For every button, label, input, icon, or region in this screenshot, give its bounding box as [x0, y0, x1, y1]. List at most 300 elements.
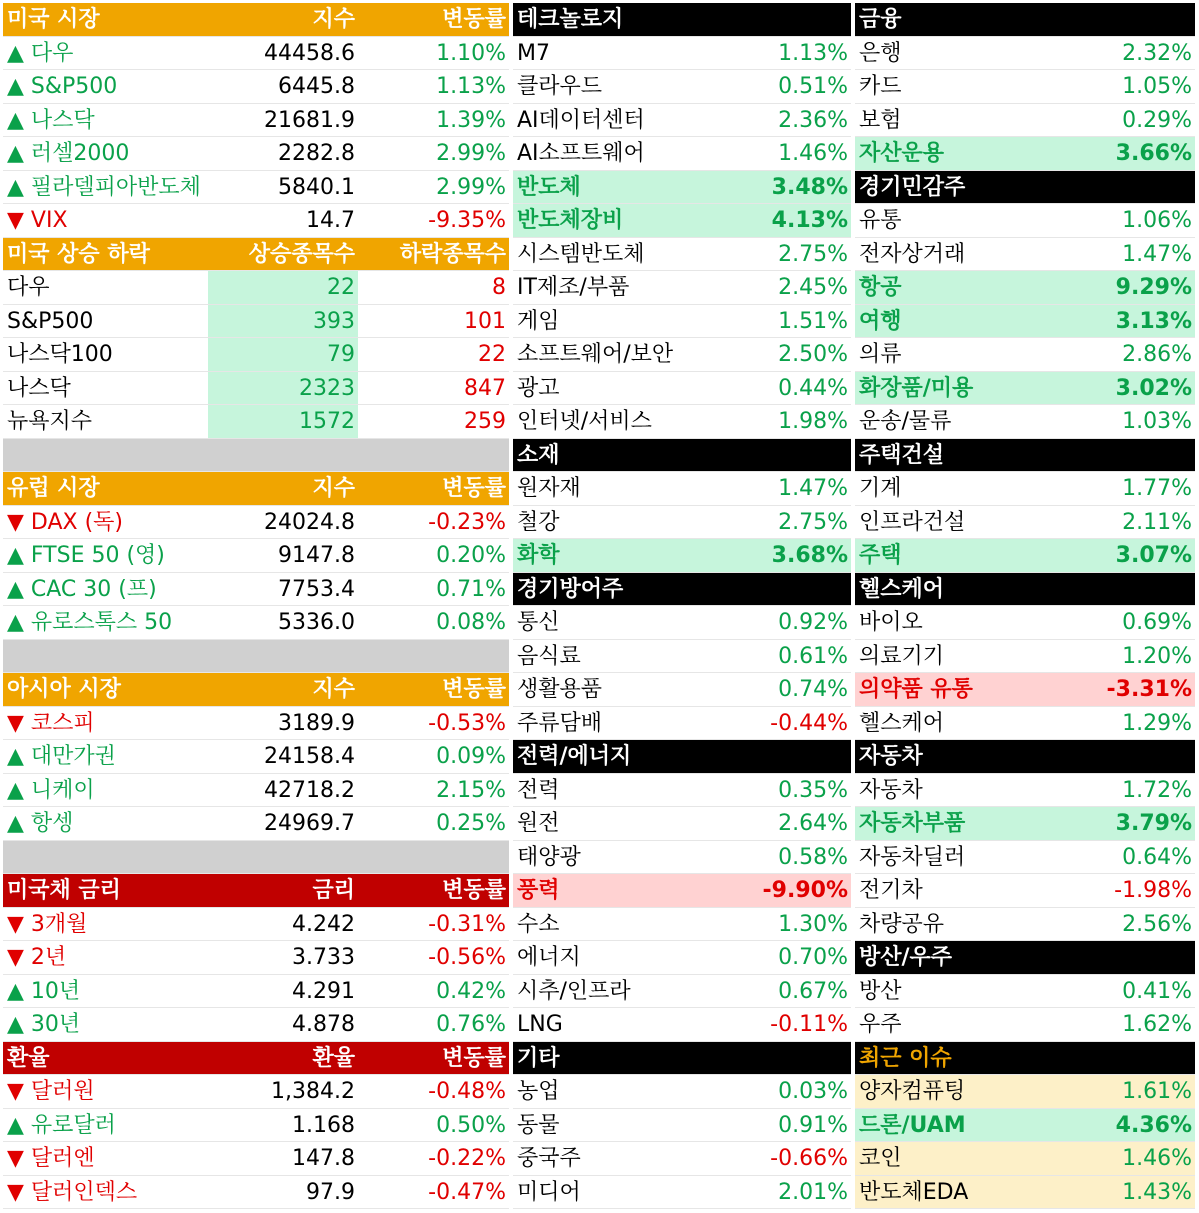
sector-row: [513, 472, 851, 506]
index-value: 24969.7: [264, 811, 355, 836]
sector-row: [855, 372, 1195, 406]
sector-name: 항공: [859, 275, 902, 300]
section-spacer: [3, 841, 509, 875]
header-col-2: 하락종목수: [399, 241, 506, 267]
sector-change: 0.03%: [778, 1079, 848, 1104]
header-col-1: 지수: [312, 7, 355, 32]
sector-name: 게임: [517, 308, 560, 334]
sector-name: 자동차부품: [859, 811, 966, 836]
index-name: ▲ CAC 30 (프): [7, 576, 157, 602]
sector-change: 3.48%: [771, 174, 848, 200]
sector-change: -9.90%: [762, 878, 848, 903]
sector-row: [513, 104, 851, 138]
sector-name: 원전: [517, 811, 560, 836]
sector-row: [513, 1176, 851, 1210]
sector-change: 1.61%: [1122, 1079, 1192, 1104]
sector-change: 1.98%: [778, 409, 848, 434]
sector-row: [513, 774, 851, 808]
sector-row: [513, 372, 851, 406]
index-name: ▼ VIX: [7, 208, 68, 233]
index-value: 14.7: [306, 208, 355, 233]
sector-name: 수소: [517, 911, 560, 937]
sector-change: 3.07%: [1115, 543, 1192, 568]
sector-title: 최근 이슈: [859, 1045, 952, 1071]
sector-name: 방산: [859, 978, 902, 1004]
sector-row: [855, 908, 1195, 942]
sector-title: 기타: [517, 1045, 560, 1071]
section-header: [3, 238, 509, 272]
sector-name: 화장품/미용: [859, 375, 974, 401]
index-row: [3, 740, 509, 774]
sector-change: 1.46%: [1122, 1146, 1192, 1171]
change-percent: 0.25%: [436, 811, 506, 836]
index-name: ▲ 니케이: [7, 777, 95, 803]
sector-row: [513, 305, 851, 339]
sector-name: 의료기기: [859, 643, 945, 669]
index-value: 21681.9: [264, 107, 355, 133]
sector-change: 4.36%: [1115, 1112, 1192, 1138]
index-row: [3, 573, 509, 607]
advance-decline-row: [3, 372, 509, 406]
sector-change: 2.86%: [1122, 342, 1192, 367]
sector-row: [513, 975, 851, 1009]
index-name: ▼ 달러인덱스: [7, 1179, 138, 1205]
sector-row: [855, 640, 1195, 674]
sector-row: [855, 874, 1195, 908]
row-label: 나스닥: [7, 375, 71, 401]
sector-row: [855, 271, 1195, 305]
sector-change: 2.50%: [778, 342, 848, 367]
advance-decline-row: [3, 305, 509, 339]
sector-name: 시스템반도체: [517, 241, 645, 267]
sector-row: [855, 37, 1195, 71]
sector-row: [855, 807, 1195, 841]
sector-change: 3.68%: [771, 543, 848, 568]
change-percent: 0.50%: [436, 1112, 506, 1138]
change-percent: 0.76%: [436, 1012, 506, 1037]
sector-row: [513, 841, 851, 875]
index-name: ▲ 유로달러: [7, 1112, 116, 1138]
sector-change: 2.01%: [778, 1179, 848, 1205]
sector-change: 2.75%: [778, 509, 848, 535]
sector-row: [855, 707, 1195, 741]
change-percent: 2.99%: [436, 174, 506, 200]
sector-header: [855, 171, 1195, 205]
sector-header: [513, 740, 851, 774]
sector-change: 2.32%: [1122, 40, 1192, 66]
index-value: 6445.8: [278, 74, 355, 99]
section-spacer: [3, 439, 509, 473]
sector-name: 광고: [517, 375, 560, 401]
sector-name: 농업: [517, 1079, 560, 1104]
sector-header: [855, 3, 1195, 37]
sector-row: [855, 1176, 1195, 1210]
header-title: 미국채 금리: [7, 878, 121, 903]
sector-row: [513, 807, 851, 841]
sector-row: [513, 1075, 851, 1109]
advance-decline-row: [3, 405, 509, 439]
header-title: 미국 상승 하락: [7, 241, 150, 267]
index-name: ▲ 대만가권: [7, 744, 116, 769]
index-row: [3, 774, 509, 808]
sector-name: 통신: [517, 610, 560, 635]
decliners-count: 8: [492, 275, 506, 300]
index-name: ▲ S&P500: [7, 74, 118, 99]
sector-header: [855, 1042, 1195, 1076]
sector-row: [513, 640, 851, 674]
sector-name: 태양광: [517, 844, 581, 870]
sector-title: 주택건설: [859, 442, 945, 468]
index-value: 44458.6: [264, 40, 355, 66]
header-title: 미국 시장: [7, 7, 100, 32]
sector-row: [513, 673, 851, 707]
sector-name: 전기차: [859, 878, 923, 903]
header-col-1: 금리: [312, 878, 355, 903]
sector-name: 인프라건설: [859, 509, 966, 535]
sector-name: 자동차딜러: [859, 844, 966, 870]
sector-name: 반도체: [517, 174, 581, 200]
index-row: [3, 606, 509, 640]
sector-row: [855, 70, 1195, 104]
index-name: ▲ 10년: [7, 978, 81, 1004]
change-percent: 0.08%: [436, 610, 506, 635]
sector-row: [855, 1008, 1195, 1042]
index-row: [3, 104, 509, 138]
sector-row: [855, 975, 1195, 1009]
change-percent: -0.23%: [428, 509, 506, 535]
change-percent: -0.47%: [428, 1179, 506, 1205]
index-row: [3, 171, 509, 205]
sector-row: [855, 1075, 1195, 1109]
change-percent: 2.15%: [436, 777, 506, 803]
sector-row: [855, 137, 1195, 171]
index-name: ▲ 나스닥: [7, 107, 95, 133]
index-row: [3, 1008, 509, 1042]
sector-change: 0.64%: [1122, 844, 1192, 870]
sector-row: [855, 104, 1195, 138]
header-col-2: 변동률: [442, 677, 506, 702]
index-value: 147.8: [292, 1146, 355, 1171]
sector-header: [855, 941, 1195, 975]
sector-name: 음식료: [517, 643, 581, 669]
sector-change: 2.36%: [778, 107, 848, 133]
sector-row: [513, 1109, 851, 1143]
index-name: ▲ 다우: [7, 40, 74, 66]
sector-change: -3.31%: [1106, 677, 1192, 702]
sector-change: 1.30%: [778, 911, 848, 937]
sector-title: 헬스케어: [859, 576, 945, 602]
sector-change: 0.91%: [778, 1112, 848, 1138]
sector-name: 자동차: [859, 777, 923, 803]
index-row: [3, 1176, 509, 1210]
sector-title: 전력/에너지: [517, 744, 632, 769]
left-column: [3, 3, 509, 1209]
sector-change: 1.05%: [1122, 74, 1192, 99]
sector-name: 우주: [859, 1012, 902, 1037]
header-title: 아시아 시장: [7, 677, 121, 702]
sector-name: 유통: [859, 208, 902, 233]
sector-change: 1.51%: [778, 308, 848, 334]
right-column: [855, 3, 1195, 1209]
change-percent: -0.48%: [428, 1079, 506, 1104]
sector-row: [513, 405, 851, 439]
sector-row: [855, 673, 1195, 707]
advancers-count: 393: [208, 305, 358, 338]
sector-title: 금융: [859, 7, 902, 32]
decliners-count: 101: [464, 308, 506, 334]
change-percent: -0.53%: [428, 710, 506, 736]
index-name: ▼ 3개월: [7, 911, 88, 937]
sector-row: [513, 908, 851, 942]
index-value: 4.878: [292, 1012, 355, 1037]
index-row: [3, 204, 509, 238]
index-row: [3, 908, 509, 942]
sector-change: 1.62%: [1122, 1012, 1192, 1037]
sector-row: [513, 137, 851, 171]
sector-row: [855, 238, 1195, 272]
header-col-1: 환율: [312, 1045, 355, 1071]
sector-change: 1.43%: [1122, 1179, 1192, 1205]
sector-row: [513, 238, 851, 272]
index-row: [3, 37, 509, 71]
index-value: 1,384.2: [271, 1079, 355, 1104]
change-percent: -0.56%: [428, 945, 506, 970]
sector-change: 1.13%: [778, 40, 848, 66]
change-percent: 0.09%: [436, 744, 506, 769]
sector-header: [513, 3, 851, 37]
sector-name: LNG: [517, 1012, 563, 1037]
sector-row: [513, 338, 851, 372]
index-row: [3, 1109, 509, 1143]
header-title: 유럽 시장: [7, 476, 100, 501]
sector-change: 0.70%: [778, 945, 848, 970]
sector-row: [513, 1142, 851, 1176]
sector-change: 3.79%: [1115, 811, 1192, 836]
section-header: [3, 472, 509, 506]
header-col-1: 상승종목수: [248, 241, 355, 267]
sector-change: 0.29%: [1122, 107, 1192, 133]
sector-change: -0.44%: [770, 710, 848, 736]
sector-title: 소재: [517, 442, 560, 468]
sector-change: 0.51%: [778, 74, 848, 99]
index-row: [3, 539, 509, 573]
sector-header: [855, 439, 1195, 473]
sector-change: 2.11%: [1122, 509, 1192, 535]
sector-name: 의약품 유통: [859, 677, 973, 702]
change-percent: -9.35%: [428, 208, 506, 233]
sector-name: 반도체EDA: [859, 1179, 969, 1205]
sector-row: [513, 171, 851, 205]
index-row: [3, 807, 509, 841]
index-value: 3189.9: [278, 710, 355, 736]
index-value: 5336.0: [278, 610, 355, 635]
sector-title: 자동차: [859, 744, 923, 769]
sector-header: [513, 439, 851, 473]
sector-header: [513, 1042, 851, 1076]
change-percent: 1.10%: [436, 40, 506, 66]
sector-name: AI데이터센터: [517, 107, 645, 133]
sector-change: 1.29%: [1122, 710, 1192, 736]
index-value: 5840.1: [278, 174, 355, 200]
index-value: 97.9: [306, 1179, 355, 1205]
sector-row: [855, 1109, 1195, 1143]
sector-change: 0.58%: [778, 844, 848, 870]
sector-change: 1.20%: [1122, 643, 1192, 669]
sector-change: 2.64%: [778, 811, 848, 836]
sector-row: [513, 707, 851, 741]
sector-name: 클라우드: [517, 74, 603, 99]
sector-name: AI소프트웨어: [517, 141, 645, 166]
header-title: 환율: [7, 1045, 50, 1071]
change-percent: 0.20%: [436, 543, 506, 568]
sector-change: -0.11%: [770, 1012, 848, 1037]
sector-name: 인터넷/서비스: [517, 409, 652, 434]
index-name: ▲ 유로스톡스 50: [7, 610, 173, 635]
sector-row: [855, 606, 1195, 640]
sector-name: IT제조/부품: [517, 275, 630, 300]
sector-name: 화학: [517, 543, 560, 568]
sector-change: 1.47%: [778, 476, 848, 501]
sector-change: -1.98%: [1114, 878, 1192, 903]
sector-row: [513, 70, 851, 104]
sector-change: 0.41%: [1122, 978, 1192, 1004]
sector-name: M7: [517, 40, 550, 66]
sector-name: 은행: [859, 40, 902, 66]
index-value: 3.733: [292, 945, 355, 970]
sector-change: 0.67%: [778, 978, 848, 1004]
sector-name: 차량공유: [859, 911, 945, 937]
sector-row: [855, 506, 1195, 540]
sector-change: 0.69%: [1122, 610, 1192, 635]
sector-change: 0.61%: [778, 643, 848, 669]
sector-title: 방산/우주: [859, 945, 953, 970]
sector-row: [513, 506, 851, 540]
index-value: 4.291: [292, 978, 355, 1004]
index-row: [3, 137, 509, 171]
advancers-count: 2323: [208, 372, 358, 405]
change-percent: 2.99%: [436, 141, 506, 166]
sector-change: -0.66%: [770, 1146, 848, 1171]
row-label: 다우: [7, 275, 50, 300]
sector-header: [513, 573, 851, 607]
sector-change: 3.02%: [1115, 375, 1192, 401]
sector-name: 에너지: [517, 945, 581, 970]
sector-title: 테크놀로지: [517, 7, 624, 32]
sector-name: 주류담배: [517, 710, 603, 736]
change-percent: 1.13%: [436, 74, 506, 99]
index-row: [3, 707, 509, 741]
index-value: 4.242: [292, 911, 355, 937]
change-percent: 0.42%: [436, 978, 506, 1004]
middle-column: [513, 3, 851, 1209]
sector-name: 반도체장비: [517, 208, 624, 233]
section-header: [3, 3, 509, 37]
sector-change: 0.35%: [778, 777, 848, 803]
sector-row: [513, 271, 851, 305]
sector-name: 풍력: [517, 878, 560, 903]
sector-name: 소프트웨어/보안: [517, 342, 674, 367]
sector-header: [855, 740, 1195, 774]
index-value: 42718.2: [264, 777, 355, 803]
sector-row: [855, 472, 1195, 506]
change-percent: -0.31%: [428, 911, 506, 937]
sector-change: 2.56%: [1122, 911, 1192, 937]
sector-change: 2.75%: [778, 241, 848, 267]
sector-change: 2.45%: [778, 275, 848, 300]
index-value: 2282.8: [278, 141, 355, 166]
sector-name: 자산운용: [859, 141, 945, 166]
sector-title: 경기방어주: [517, 576, 624, 602]
index-value: 1.168: [292, 1112, 355, 1138]
sector-title: 경기민감주: [859, 174, 966, 200]
section-header: [3, 673, 509, 707]
sector-change: 1.46%: [778, 141, 848, 166]
header-col-2: 변동률: [442, 878, 506, 903]
sector-name: 의류: [859, 342, 902, 367]
index-row: [3, 1075, 509, 1109]
sector-row: [855, 774, 1195, 808]
sector-change: 3.66%: [1115, 141, 1192, 166]
section-spacer: [3, 640, 509, 674]
sector-name: 원자재: [517, 476, 581, 501]
advance-decline-row: [3, 271, 509, 305]
sector-change: 1.47%: [1122, 241, 1192, 267]
sector-row: [513, 37, 851, 71]
sector-change: 3.13%: [1115, 308, 1192, 334]
header-col-1: 지수: [312, 677, 355, 702]
index-name: ▼ 2년: [7, 945, 67, 970]
sector-name: 운송/물류: [859, 409, 952, 434]
change-percent: 0.71%: [436, 576, 506, 602]
sector-row: [855, 841, 1195, 875]
index-row: [3, 941, 509, 975]
index-value: 24158.4: [264, 744, 355, 769]
index-row: [3, 975, 509, 1009]
sector-change: 0.92%: [778, 610, 848, 635]
sector-row: [855, 539, 1195, 573]
advancers-count: 79: [208, 338, 358, 371]
sector-name: 코인: [859, 1146, 902, 1171]
sector-row: [855, 405, 1195, 439]
sector-row: [513, 606, 851, 640]
index-value: 7753.4: [278, 576, 355, 602]
sector-name: 기계: [859, 476, 902, 501]
index-name: ▼ 코스피: [7, 710, 95, 736]
section-header: [3, 1042, 509, 1076]
index-value: 9147.8: [278, 543, 355, 568]
sector-name: 동물: [517, 1112, 560, 1138]
sector-change: 1.06%: [1122, 208, 1192, 233]
sector-row: [513, 539, 851, 573]
sector-change: 9.29%: [1115, 275, 1192, 300]
sector-change: 1.77%: [1122, 476, 1192, 501]
index-name: ▲ 필라델피아반도체: [7, 174, 201, 200]
decliners-count: 259: [464, 409, 506, 434]
sector-change: 1.72%: [1122, 777, 1192, 803]
sector-name: 보험: [859, 107, 902, 133]
row-label: 뉴욕지수: [7, 409, 93, 434]
header-col-1: 지수: [312, 476, 355, 501]
sector-row: [513, 874, 851, 908]
index-row: [3, 70, 509, 104]
sector-name: 바이오: [859, 610, 923, 635]
sector-name: 전자상거래: [859, 241, 966, 267]
sector-change: 0.74%: [778, 677, 848, 702]
index-row: [3, 1142, 509, 1176]
sector-header: [855, 573, 1195, 607]
advance-decline-row: [3, 338, 509, 372]
index-name: ▼ 달러원: [7, 1079, 95, 1104]
